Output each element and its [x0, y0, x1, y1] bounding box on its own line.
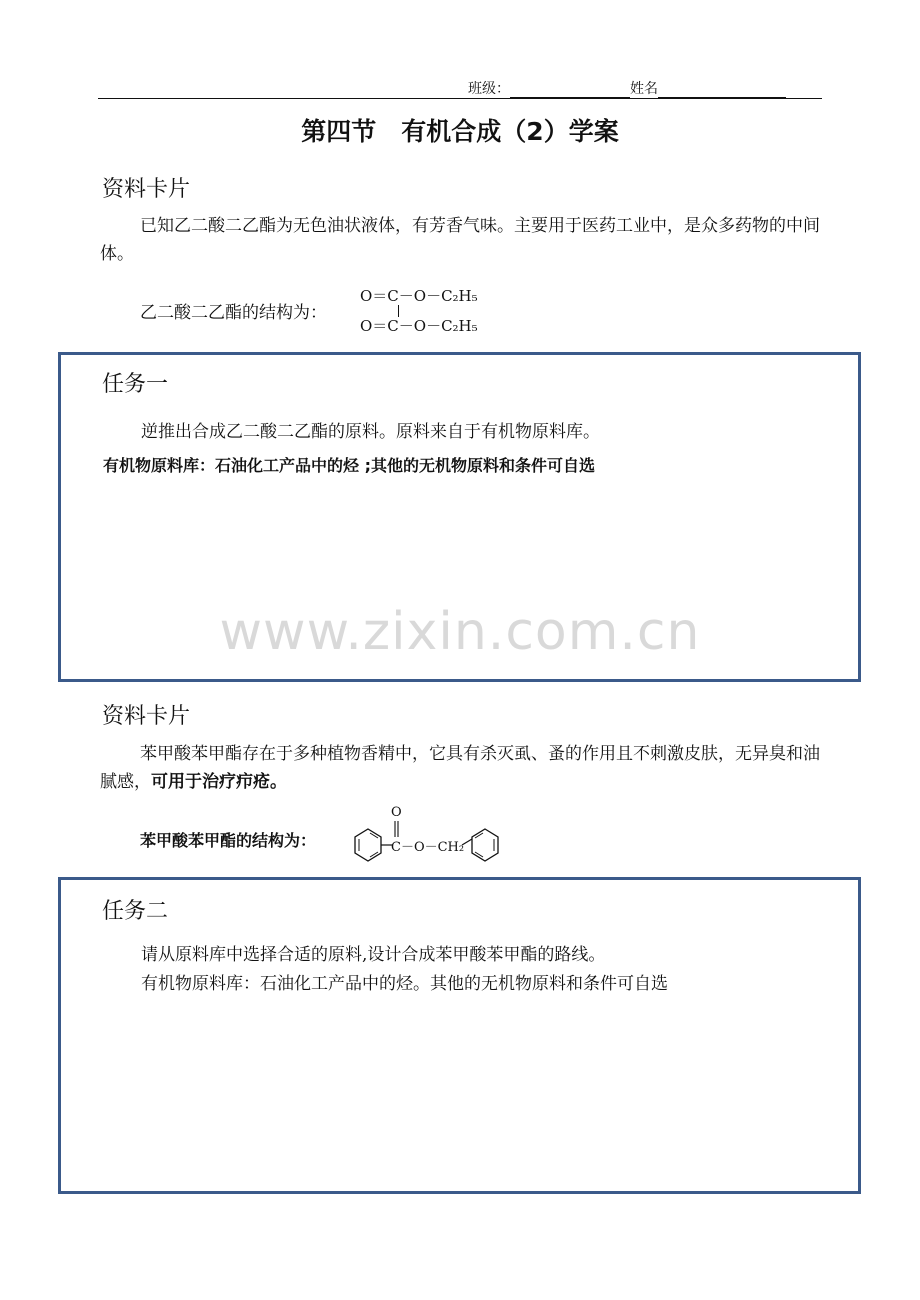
card2-structure-label: 苯甲酸苯甲酯的结构为： — [140, 831, 317, 850]
task2-box — [58, 877, 861, 1194]
task1-heading: 任务一 — [102, 372, 169, 397]
benzyl-benzoate-structure — [350, 805, 505, 873]
card2-paragraph-text: 苯甲酸苯甲酯存在于多种植物香精中，它具有杀灭虱、蚤的作用且不刺激皮肤，无异臭和油腻感， — [100, 744, 820, 792]
diethyl-oxalate-structure — [360, 285, 510, 337]
carbonyl-oxygen: O — [391, 805, 402, 820]
card2-heading: 资料卡片 — [102, 704, 191, 729]
card1-heading: 资料卡片 — [102, 177, 191, 202]
page-title: 第四节 有机合成（2）学案 — [301, 117, 619, 146]
name-blank[interactable] — [658, 83, 786, 98]
header-fields — [468, 78, 786, 98]
ester-chain: C－O－CH₂ — [391, 840, 465, 855]
task2-line2: 有机物原料库：石油化工产品中的烃。其他的无机物原料和条件可自选 — [141, 974, 668, 994]
structure-line-2: O＝C－O－C₂H₅ — [360, 317, 478, 335]
watermark: www.zixin.com.cn — [219, 602, 701, 662]
task1-line2: 有机物原料库：石油化工产品中的烃 ;其他的无机物原料和条件可自选 — [103, 456, 595, 475]
class-blank[interactable] — [510, 83, 630, 98]
task1-line1: 逆推出合成乙二酸二乙酯的原料。原料来自于有机物原料库。 — [141, 422, 600, 442]
card2-paragraph — [100, 740, 820, 796]
card1-structure-label: 乙二酸二乙酯的结构为： — [140, 303, 327, 323]
card2-paragraph-bold: 可用于治疗疖疮。 — [151, 772, 287, 792]
class-label: 班级： — [468, 81, 510, 97]
header-rule — [98, 98, 822, 99]
task2-heading: 任务二 — [102, 899, 169, 924]
structure-line-1: O＝C－O－C₂H₅ — [360, 287, 478, 305]
task2-answer-area[interactable] — [81, 1005, 837, 1175]
task2-line1: 请从原料库中选择合适的原料,设计合成苯甲酸苯甲酯的路线。 — [141, 945, 606, 965]
card1-paragraph: 已知乙二酸二乙酯为无色油状液体，有芳香气味。主要用于医药工业中，是众多药物的中间体。 — [100, 216, 820, 264]
name-label: 姓名 — [630, 81, 658, 97]
